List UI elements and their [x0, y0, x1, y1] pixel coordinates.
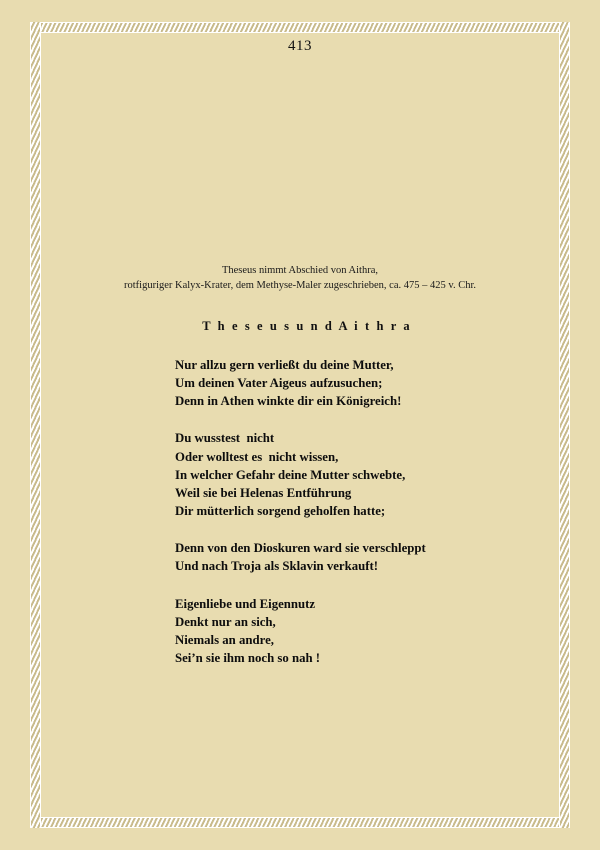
poem-line: Sei’n sie ihm noch so nah ! [175, 651, 321, 666]
image-caption [39, 263, 561, 293]
caption-line-1: Theseus nimmt Abschied von Aithra, [221, 265, 379, 276]
poem-line: Oder wolltest es nicht wissen, [175, 449, 339, 464]
poem-line: Denkt nur an sich, [175, 614, 276, 629]
stanza [175, 356, 561, 410]
page-content [39, 31, 561, 819]
poem-line: Um deinen Vater Aigeus aufzusuchen; [175, 376, 383, 391]
poem-line: Nur allzu gern verließt du deine Mutter, [175, 358, 394, 372]
stanza [175, 539, 561, 575]
stanza [175, 595, 561, 668]
stanza [175, 429, 561, 520]
poem [39, 319, 561, 686]
poem-line: Denn von den Dioskuren ward sie verschleppt [175, 541, 426, 556]
poem-line: In welcher Gefahr deine Mutter schwebte, [175, 467, 406, 482]
poem-line: Denn in Athen winkte dir ein Königreich! [175, 394, 402, 409]
poem-line: Und nach Troja als Sklavin verkauft! [175, 559, 379, 574]
poem-line: Weil sie bei Helenas Entführung [175, 485, 352, 500]
poem-line: Eigenliebe und Eigennutz [175, 596, 316, 611]
page-number: 413 [288, 38, 312, 54]
poem-line: Dir mütterlich sorgend geholfen hatte; [175, 504, 386, 519]
poem-title: T h e s e u s u n d A i t h r a [202, 319, 412, 333]
poem-line: Du wusstest nicht [175, 431, 275, 446]
poem-line: Niemals an andre, [175, 632, 274, 647]
poem-stanzas [39, 356, 561, 667]
caption-line-2: rotfiguriger Kalyx-Krater, dem Methyse-Maler zugeschrieben, ca. 475 – 425 v. Chr. [124, 280, 476, 292]
